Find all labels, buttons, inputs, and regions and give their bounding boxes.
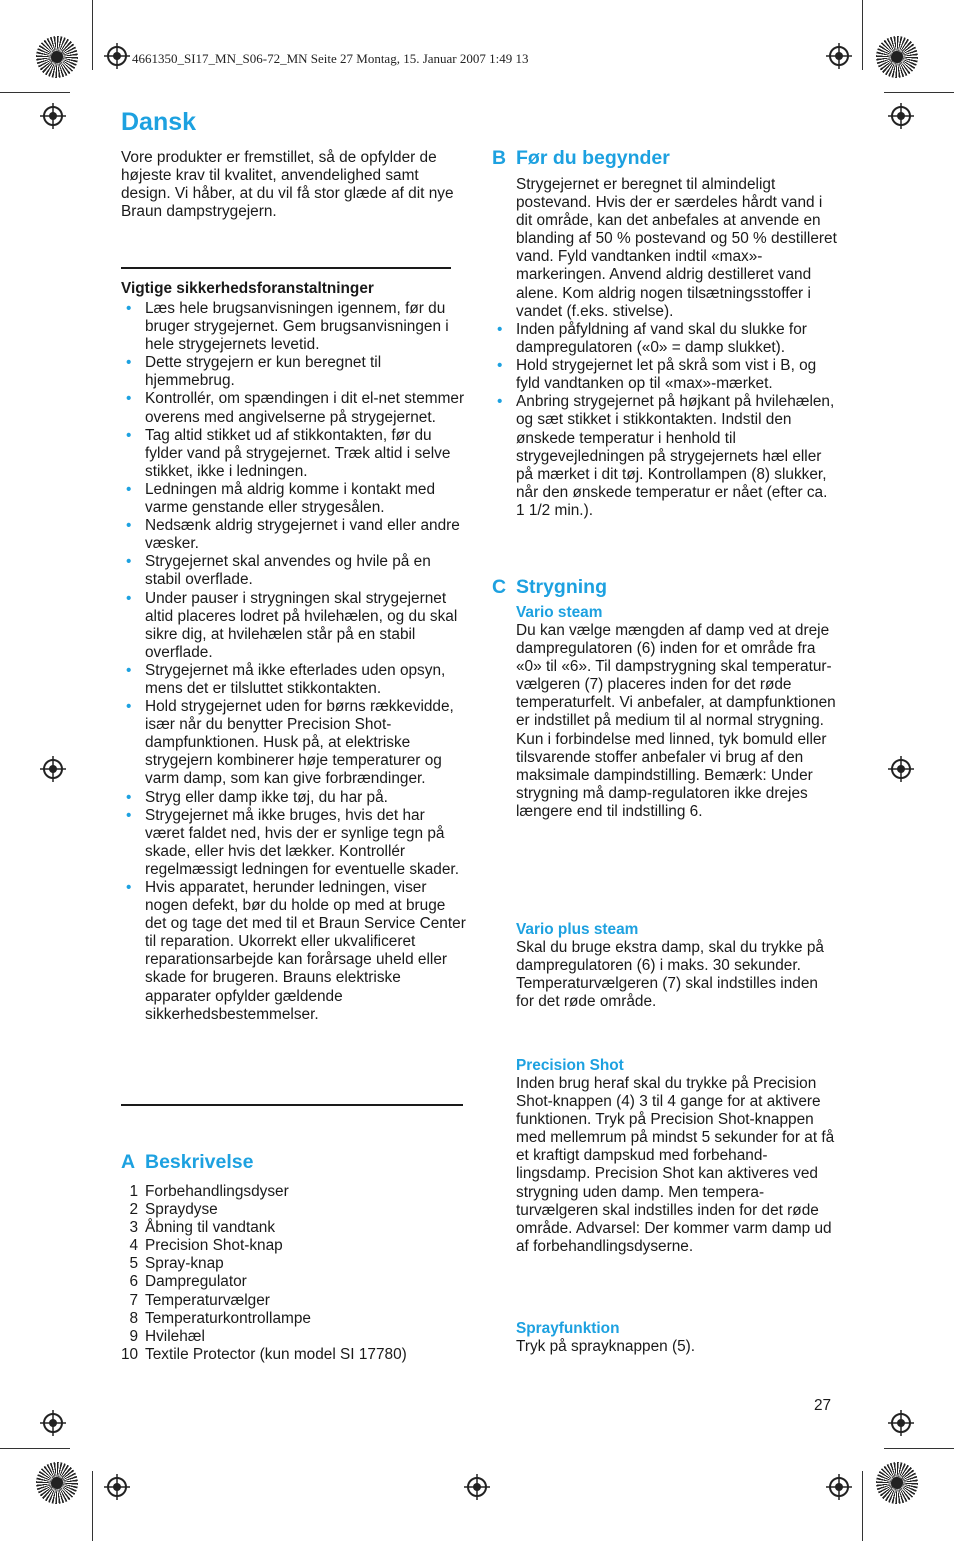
list-item: • Hvis apparatet, herunder ledningen, viser nogen defekt, bør du holde op med at bruge det og tage det med til et Braun Service Center til reparation. Ukorrekt eller ukvalificeret reparationsarbejde kan forårsage uheld eller skade for brugeren. Brauns elektriske apparater opfylder gældende sikkerhedsbestemmelser.	[121, 879, 466, 1024]
list-item: 6 Dampregulator	[129, 1273, 247, 1291]
list-item: • Strygejernet skal anvendes og hvile på en stabil overflade.	[121, 553, 466, 589]
divider	[121, 1104, 463, 1106]
subsection-heading: Sprayfunktion	[516, 1320, 620, 1337]
list-item: • Strygejernet må ikke bruges, hvis det har været faldet ned, hvis der er synlige tegn på skade, eller hvis det lækker. Kontrollér regelmæssigt ledningen for eventuelle skader.	[121, 807, 466, 879]
section-title: Før du begynder	[516, 147, 670, 169]
list-item: • Hold strygejernet let på skrå som vist i B, og fyld vandtanken op til «max»-mærket.	[492, 357, 838, 393]
crosshair-mark	[826, 43, 852, 69]
registration-wheel-mark	[36, 36, 78, 78]
list-item: • Under pauser i strygningen skal strygejernet altid placeres lodret på hvilehælen, og du skal sikre dig, at hvilehælen står på en stabil overflade.	[121, 590, 466, 662]
crop-line	[0, 92, 70, 93]
registration-wheel-mark	[36, 1462, 78, 1504]
list-item: 1 Forbehandlingsdyser	[129, 1183, 289, 1200]
divider	[121, 267, 451, 269]
safety-heading: Vigtige sikkerhedsforanstaltninger	[121, 280, 374, 297]
list-item: • Strygejernet må ikke efterlades uden opsyn, mens det er tilsluttet stikkontakten.	[121, 662, 466, 698]
crosshair-mark	[104, 43, 130, 69]
subsection-text: Du kan vælge mængden af damp ved at dreje dampregulatoren (6) inden for et område fra «0» til «6». Til dampstrygning skal temperatur-vælgeren (7) placeres inden for det røde temperaturfelt. Vi anbefaler, at dampfunktionen er indstillet på medium til al normal strygning. Kun i forbindelse med linned, tyk bomuld eller tilsvarende stoffer anbefaler vi brug af den maksimale dampindstilling. Bemærk: Under strygning må damp-regulatoren ikke drejes længere end til indstilling 6.	[516, 622, 836, 820]
page-number: 27	[814, 1397, 832, 1414]
crop-line	[884, 92, 954, 93]
print-header-meta: 4661350_SI17_MN_S06-72_MN Seite 27 Montag, 15. Januar 2007 1:49 13	[132, 51, 529, 66]
list-item: • Dette strygejern er kun beregnet til hjemmebrug.	[121, 354, 466, 390]
crop-line	[862, 1471, 863, 1541]
crosshair-mark	[888, 1410, 914, 1436]
section-a-heading	[121, 1151, 253, 1174]
section-b-heading	[492, 147, 670, 170]
list-item: • Anbring strygejernet på højkant på hvilehælen, og sæt stikket i stikkontakten. Indstil den ønskede temperatur i henhold til strygevejledningen på strygejernets hæl eller på mærket i dit tøj. Kontrollampen (8) slukker, når den ønskede temperatur er nået (efter ca. 1 1/2 min.).	[492, 393, 838, 520]
crosshair-mark	[888, 756, 914, 782]
crop-line	[92, 1471, 93, 1541]
section-b-list	[492, 321, 838, 520]
subsection-heading: Vario steam	[516, 604, 603, 621]
crop-line	[92, 0, 93, 70]
crosshair-mark	[826, 1474, 852, 1500]
list-item: 2 Spraydyse	[129, 1201, 218, 1219]
crop-line	[884, 1448, 954, 1449]
section-letter: B	[492, 147, 507, 169]
list-item: • Læs hele brugsanvisningen igennem, før du bruger strygejernet. Gem brugsanvisningen i hele strygejernets levetid.	[121, 300, 466, 354]
list-item: • Hold strygejernet uden for børns rækkevidde, især når du benytter Precision Shot-dampfunktionen. Husk på, at elektriske strygejern kombinerer høje temperaturer og varm damp, som kan give forbrændinger.	[121, 698, 466, 788]
list-item: 9 Hvilehæl	[129, 1327, 205, 1345]
section-letter: C	[492, 576, 507, 598]
section-b-intro: Strygejernet er beregnet til almindeligt postevand. Hvis der er særdeles hårdt vand i dit område, kan det anbefales at anvende en blanding af 50 % postevand og 50 % destilleret vand. Fyld vandtanken indtil «max»-markeringen. Anvend aldrig destilleret vand alene. Kom aldrig nogen tilsætningsstoffer i vandet (f.eks. stivelse).	[516, 176, 837, 320]
list-item: 5 Spray-knap	[129, 1255, 224, 1273]
safety-list	[121, 300, 466, 1024]
crop-line	[862, 0, 863, 70]
crosshair-mark	[40, 103, 66, 129]
list-item: • Stryg eller damp ikke tøj, du har på.	[121, 789, 466, 807]
list-item: 4 Precision Shot-knap	[129, 1237, 283, 1255]
parts-list	[121, 1183, 466, 1364]
subsection-heading: Precision Shot	[516, 1057, 624, 1074]
subsection-text: Tryk på sprayknappen (5).	[516, 1338, 696, 1355]
crosshair-mark	[464, 1474, 490, 1500]
intro-paragraph: Vore produkter er fremstillet, så de opfylder de højeste krav til kvalitet, anvendelighed samt design. Vi håber, at du vil få stor glæde af dit nye Braun dampstrygejern.	[121, 149, 454, 221]
page-title: Dansk	[121, 108, 197, 136]
list-item: 8 Temperaturkontrollampe	[129, 1309, 311, 1327]
section-title: Strygning	[516, 576, 607, 598]
registration-wheel-mark	[876, 36, 918, 78]
section-c-heading	[492, 576, 607, 599]
subsection-heading: Vario plus steam	[516, 921, 639, 938]
crosshair-mark	[40, 1410, 66, 1436]
crop-line	[0, 1448, 70, 1449]
list-item: 10 Textile Protector (kun model SI 17780)	[121, 1345, 407, 1363]
crosshair-mark	[104, 1474, 130, 1500]
subsection-text: Inden brug heraf skal du trykke på Precision Shot-knappen (4) 3 til 4 gange for at aktivere funktionen. Tryk på Precision Shot-knappen med mellemrum på mindst 5 sekunder for at få et kraftigt dampskud med forbehand-lingsdamp. Precision Shot kan aktiveres ved strygning uden damp. Men tempera-turvælgeren skal indstilles inden for det røde område. Advarsel: Der kommer varm damp ud af forbehandlingsdyserne.	[516, 1075, 835, 1255]
subsection-text: Skal du bruge ekstra damp, skal du trykke på dampregulatoren (6) i maks. 30 sekunder. Temperaturvælgeren (7) skal indstilles inden for det røde område.	[516, 939, 824, 1011]
list-item: • Ledningen må aldrig komme i kontakt med varme genstande eller strygesålen.	[121, 481, 466, 517]
list-item: • Kontrollér, om spændingen i dit el-net stemmer overens med angivelserne på strygejernet.	[121, 390, 466, 426]
section-title: Beskrivelse	[145, 1151, 254, 1173]
list-item: • Tag altid stikket ud af stikkontakten, før du fylder vand på strygejernet. Træk altid i selve stikket, ikke i ledningen.	[121, 427, 466, 481]
list-item: • Inden påfyldning af vand skal du slukke for dampregulatoren («0» = damp slukket).	[492, 321, 838, 357]
crosshair-mark	[888, 103, 914, 129]
list-item: 7 Temperaturvælger	[129, 1291, 270, 1309]
list-item: 3 Åbning til vandtank	[129, 1219, 276, 1237]
registration-wheel-mark	[876, 1462, 918, 1504]
list-item: • Nedsænk aldrig strygejernet i vand eller andre væsker.	[121, 517, 466, 553]
crosshair-mark	[40, 756, 66, 782]
section-letter: A	[121, 1151, 136, 1173]
